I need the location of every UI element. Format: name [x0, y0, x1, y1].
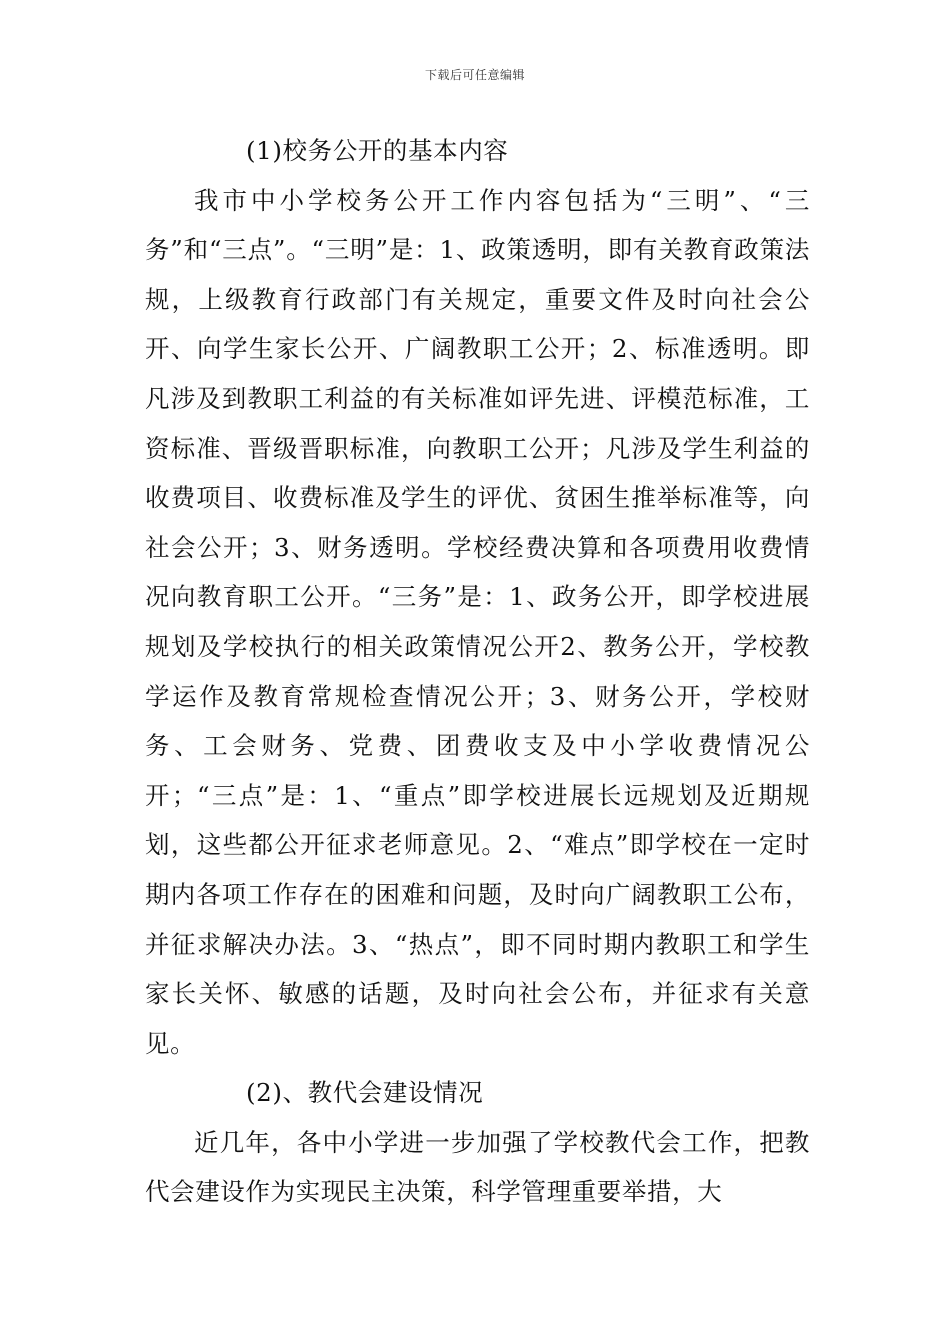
page-header-note: 下载后可任意编辑 [424, 68, 525, 82]
section-heading-1: (1)校务公开的基本内容 [246, 136, 509, 165]
document-body [145, 126, 810, 1217]
paragraph-1: 我市中小学校务公开工作内容包括为“三明”、“三务”和“三点”。“三明”是：1、政策透明，即有关教育政策法规，上级教育行政部门有关规定，重要文件及时向社会公开、向学生家长公开、广阔教职工公开；2、标准透明。即凡涉及到教职工利益的有关标准如评先进、评模范标准，工资标准、晋级晋职标准，向教职工公开；凡涉及学生利益的收费项目、收费标准及学生的评优、贫困生推举标准等，向社会公开；3、财务透明。学校经费决算和各项费用收费情况向教育职工公开。“三务”是：1、政务公开，即学校进展规划及学校执行的相关政策情况公开2、教务公开，学校教学运作及教育常规检查情况公开；3、财务公开，学校财务、工会财务、党费、团费收支及中小学收费情况公开；“三点”是：1、“重点”即学校进展长远规划及近期规划，这些都公开征求老师意见。2、“难点”即学校在一定时期内各项工作存在的困难和问题，及时向广阔教职工公布，并征求解决办法。3、“热点”，即不同时期内教职工和学生家长关怀、敏感的话题，及时向社会公布，并征求有关意见。 [145, 185, 810, 1058]
section-heading-2: (2)、教代会建设情况 [246, 1078, 484, 1108]
paragraph-2: 近几年，各中小学进一步加强了学校教代会工作，把教代会建设作为实现民主决策，科学管理重要举措，大 [145, 1127, 810, 1207]
